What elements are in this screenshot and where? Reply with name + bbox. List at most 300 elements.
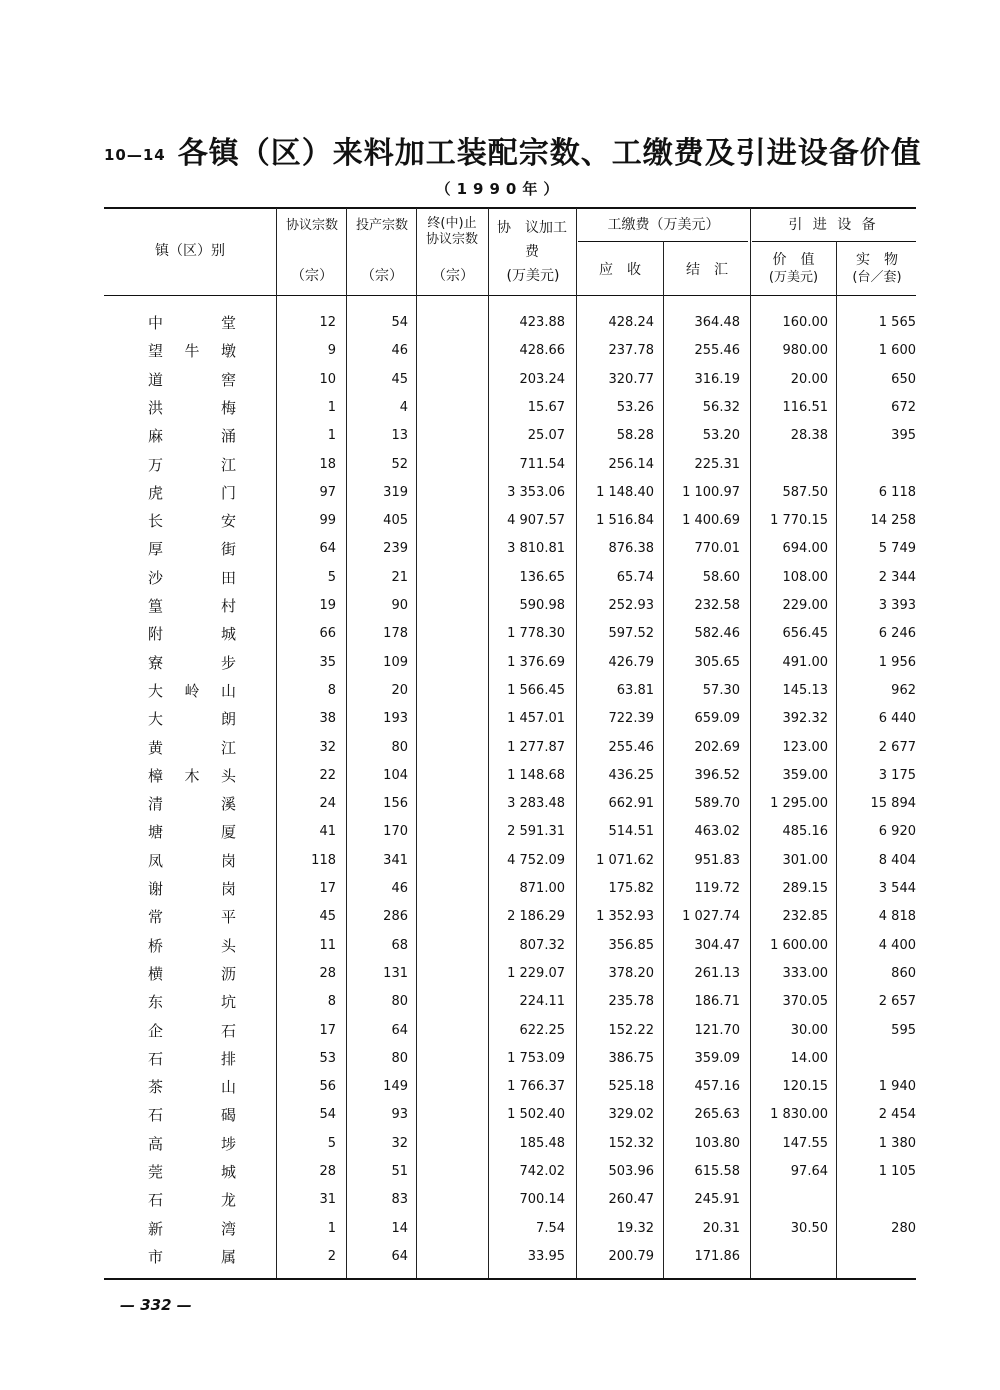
table-cell: 1 100.97	[682, 484, 740, 500]
table-cell: 320.77	[608, 371, 654, 387]
table-cell: 14	[391, 1220, 408, 1236]
table-cell: 54	[391, 315, 408, 330]
table-cell: 156	[383, 796, 408, 812]
table-cell: 962	[891, 682, 916, 698]
table-cell: 329.02	[608, 1107, 654, 1123]
header-items: 实 物	[856, 252, 898, 268]
row-town-name: 万 江	[148, 455, 236, 474]
table-cell: 186.71	[694, 994, 740, 1010]
table-cell: 3 393	[878, 598, 916, 613]
table-cell: 108.00	[782, 569, 828, 585]
table-cell: 20.31	[702, 1220, 740, 1236]
row-town-name: 寮 步	[148, 653, 236, 672]
table-cell: 225.31	[694, 456, 740, 472]
table-cell: 19.32	[616, 1220, 654, 1236]
table-cell	[416, 1021, 482, 1041]
table-cell: 6 440	[878, 711, 916, 727]
table-cell: 25.07	[527, 428, 565, 444]
table-cell: 341	[383, 852, 408, 868]
header-started-unit: （宗）	[361, 268, 403, 284]
header-value: 价 值	[772, 252, 815, 268]
table-cell: 28.38	[790, 428, 828, 444]
table-cell: 170	[383, 824, 408, 840]
table-cell: 2 591.31	[507, 824, 565, 840]
table-cell: 1 148.68	[507, 767, 565, 783]
row-town-name: 石 排	[148, 1049, 236, 1068]
table-cell: 41	[319, 824, 336, 840]
table-cell: 32	[319, 739, 336, 755]
table-cell: 11	[319, 937, 336, 953]
table-cell: 149	[383, 1079, 408, 1095]
table-cell: 1 600	[878, 343, 916, 359]
table-cell: 289.15	[782, 881, 828, 896]
row-town-name: 常 平	[148, 908, 236, 927]
table-cell: 1 770.15	[770, 513, 828, 529]
table-cell: 3 175	[878, 767, 916, 783]
table-cell	[416, 1077, 482, 1097]
table-cell: 229.00	[782, 598, 828, 613]
table-cell: 7.54	[536, 1220, 565, 1236]
table-cell: 2 454	[878, 1107, 916, 1123]
table-cell: 615.58	[694, 1164, 740, 1179]
table-cell: 590.98	[519, 598, 565, 613]
table-cell: 807.32	[519, 937, 565, 953]
table-cell	[416, 1162, 482, 1182]
table-cell: 396.52	[694, 767, 740, 783]
table-cell: 4	[399, 399, 408, 415]
table-cell: 46	[391, 343, 408, 359]
table-cell	[416, 596, 482, 616]
table-cell: 103.80	[694, 1135, 740, 1151]
table-cell: 9	[327, 343, 336, 359]
table-cell: 200.79	[608, 1248, 654, 1264]
table-cell: 97.64	[790, 1164, 828, 1179]
header-value-unit: (万美元)	[768, 270, 819, 285]
table-cell: 17	[319, 1022, 336, 1038]
table-cell	[416, 681, 482, 701]
table-cell: 20.00	[790, 371, 828, 387]
table-cell: 4 752.09	[507, 852, 565, 868]
table-cell: 119.72	[694, 881, 740, 896]
row-town-name: 高 埗	[148, 1134, 236, 1153]
table-cell: 428.66	[519, 343, 565, 359]
table-cell: 109	[383, 654, 408, 670]
table-cell: 1 352.93	[596, 909, 654, 925]
table-cell	[836, 1190, 916, 1210]
table-cell: 93	[391, 1107, 408, 1123]
table-cell	[416, 1190, 482, 1210]
table-cell: 12	[319, 315, 336, 330]
table-cell: 1 071.62	[596, 852, 654, 868]
header-terminated-unit: （宗）	[432, 268, 474, 284]
table-cell: 364.48	[694, 315, 740, 330]
table-cell: 145.13	[782, 682, 828, 698]
table-cell	[416, 1219, 482, 1239]
table-cell: 178	[383, 626, 408, 642]
table-cell: 260.47	[608, 1192, 654, 1208]
table-cell: 21	[391, 569, 408, 585]
table-cell: 1 600.00	[770, 937, 828, 953]
table-cell: 1 105	[878, 1164, 916, 1179]
table-cell: 3 353.06	[507, 484, 565, 500]
header-receivable: 应 收	[599, 262, 641, 278]
table-cell: 19	[319, 598, 336, 613]
table-cell	[416, 822, 482, 842]
header-agreed: 协议宗数	[285, 218, 338, 233]
table-cell: 4 400	[878, 937, 916, 953]
table-cell: 305.65	[694, 654, 740, 670]
table-cell: 650	[891, 371, 916, 387]
row-town-name: 厚 街	[148, 540, 236, 559]
row-town-name: 东 坑	[148, 993, 236, 1012]
row-town-name: 新 湾	[148, 1219, 236, 1238]
table-cell: 32	[391, 1135, 408, 1151]
header-labor: 工缴费（万美元）	[607, 217, 720, 233]
row-town-name: 道 窖	[148, 370, 236, 389]
row-town-name: 洪 梅	[148, 398, 236, 417]
table-cell: 53.26	[616, 399, 654, 415]
table-cell: 589.70	[694, 796, 740, 812]
header-rule	[104, 295, 916, 296]
table-cell: 2 657	[878, 994, 916, 1010]
table-cell	[416, 455, 482, 475]
row-town-name: 樟 木 头	[148, 766, 236, 785]
table-cell: 4 907.57	[507, 513, 565, 529]
row-town-name: 市 属	[148, 1247, 236, 1266]
table-cell: 8 404	[878, 852, 916, 868]
table-cell	[416, 936, 482, 956]
table-cell: 485.16	[782, 824, 828, 840]
table-cell: 147.55	[782, 1135, 828, 1151]
table-cell: 3 544	[878, 881, 916, 896]
table-cell: 10	[319, 371, 336, 387]
table-cell: 58.60	[702, 569, 740, 585]
table-cell	[416, 653, 482, 673]
table-cell: 224.11	[519, 994, 565, 1010]
header-items-unit: (台／套)	[852, 270, 902, 285]
row-town-name: 虎 门	[148, 483, 236, 502]
table-cell: 175.82	[608, 881, 654, 896]
table-cell: 694.00	[782, 541, 828, 557]
row-town-name: 沙 田	[148, 568, 236, 587]
table-cell: 356.85	[608, 937, 654, 953]
row-town-name: 谢 岗	[148, 880, 236, 898]
table-cell: 80	[391, 994, 408, 1010]
table-cell: 6 118	[878, 484, 916, 500]
row-town-name: 麻 涌	[148, 427, 236, 446]
table-cell: 503.96	[608, 1164, 654, 1179]
table-cell: 392.32	[782, 711, 828, 727]
table-cell: 304.47	[694, 937, 740, 953]
header-town: 镇（区）别	[155, 243, 225, 259]
table-cell: 14 258	[870, 513, 916, 529]
table-cell: 595	[891, 1022, 916, 1038]
row-town-name: 塘 厦	[148, 823, 236, 842]
table-cell: 700.14	[519, 1192, 565, 1208]
table-cell: 202.69	[694, 739, 740, 755]
table-cell: 239	[383, 541, 408, 557]
table-cell	[416, 426, 482, 446]
table-cell: 405	[383, 513, 408, 529]
table-cell: 83	[391, 1192, 408, 1208]
table-cell	[750, 1247, 828, 1267]
table-cell: 237.78	[608, 343, 654, 359]
table-cell	[416, 313, 482, 333]
table-cell: 370.05	[782, 994, 828, 1010]
table-cell: 1	[327, 428, 336, 444]
table-cell	[416, 766, 482, 786]
table-cell: 301.00	[782, 852, 828, 868]
table-cell: 711.54	[519, 456, 565, 472]
table-cell: 20	[391, 682, 408, 698]
table-cell: 8	[327, 994, 336, 1010]
table-cell	[836, 455, 916, 475]
table-cell: 8	[327, 682, 336, 698]
table-cell: 2 186.29	[507, 909, 565, 925]
table-cell	[416, 907, 482, 927]
table-cell: 742.02	[519, 1164, 565, 1179]
table-cell: 386.75	[608, 1050, 654, 1066]
table-cell: 65.74	[616, 569, 654, 585]
header-fee: 协 议加工费	[497, 220, 567, 260]
table-cell: 252.93	[608, 598, 654, 613]
table-cell: 118	[311, 852, 336, 868]
table-cell: 316.19	[694, 371, 740, 387]
table-cell	[416, 851, 482, 871]
row-town-name: 黄 江	[148, 738, 236, 757]
row-town-name: 横 沥	[148, 964, 236, 983]
table-cell: 90	[391, 598, 408, 613]
table-cell: 160.00	[782, 315, 828, 330]
table-cell: 24	[319, 796, 336, 812]
table-cell	[416, 709, 482, 729]
table-cell: 255.46	[694, 343, 740, 359]
table-cell: 662.91	[608, 796, 654, 812]
table-cell: 1 229.07	[507, 965, 565, 981]
row-town-name: 桥 头	[148, 936, 236, 955]
table-cell: 261.13	[694, 965, 740, 981]
table-cell: 359.00	[782, 767, 828, 783]
table-cell: 1 956	[878, 654, 916, 670]
table-cell: 378.20	[608, 965, 654, 981]
table-subtitle: （1990年）	[435, 180, 565, 198]
table-cell: 622.25	[519, 1022, 565, 1038]
row-town-name: 附 城	[148, 625, 236, 644]
table-cell: 876.38	[608, 541, 654, 557]
table-cell	[416, 1049, 482, 1069]
table-cell: 30.50	[790, 1220, 828, 1236]
table-cell: 56	[319, 1079, 336, 1095]
table-cell: 457.16	[694, 1079, 740, 1095]
table-cell: 1	[327, 1220, 336, 1236]
table-cell: 6 920	[878, 824, 916, 840]
table-cell	[416, 511, 482, 531]
header-terminated: 终(中)止协议宗数	[426, 216, 479, 247]
table-cell: 66	[319, 626, 336, 642]
table-cell	[750, 455, 828, 475]
table-cell: 582.46	[694, 626, 740, 642]
table-cell: 255.46	[608, 739, 654, 755]
table-cell: 123.00	[782, 739, 828, 755]
table-cell: 4 818	[878, 909, 916, 925]
table-cell: 136.65	[519, 569, 565, 585]
table-cell: 3 283.48	[507, 796, 565, 812]
table-cell: 235.78	[608, 994, 654, 1010]
table-cell: 672	[891, 399, 916, 415]
table-cell: 14.00	[790, 1050, 828, 1066]
table-cell: 45	[391, 371, 408, 387]
row-town-name: 石 碣	[148, 1106, 236, 1125]
table-cell	[416, 992, 482, 1012]
table-cell: 1 940	[878, 1079, 916, 1095]
table-cell: 3 810.81	[507, 541, 565, 557]
table-cell: 1 400.69	[682, 513, 740, 529]
table-cell: 1 830.00	[770, 1107, 828, 1123]
table-cell: 463.02	[694, 824, 740, 840]
header-started: 投产宗数	[355, 218, 408, 233]
table-cell: 232.58	[694, 598, 740, 613]
table-cell: 64	[391, 1022, 408, 1038]
table-cell: 1 566.45	[507, 682, 565, 698]
table-cell: 53	[319, 1050, 336, 1066]
table-cell: 1	[327, 399, 336, 415]
table-cell: 525.18	[608, 1079, 654, 1095]
table-cell: 2 677	[878, 739, 916, 755]
table-cell: 28	[319, 1164, 336, 1179]
table-number: 10—14	[104, 146, 166, 164]
table-cell: 232.85	[782, 909, 828, 925]
table-cell: 51	[391, 1164, 408, 1179]
table-cell: 871.00	[519, 881, 565, 896]
table-cell: 28	[319, 965, 336, 981]
table-cell: 1 380	[878, 1135, 916, 1151]
table-cell: 423.88	[519, 315, 565, 330]
table-cell: 491.00	[782, 654, 828, 670]
table-cell: 245.91	[694, 1192, 740, 1208]
table-cell: 116.51	[782, 399, 828, 415]
equip-subrule	[752, 241, 916, 242]
table-cell: 280	[891, 1220, 916, 1236]
table-cell	[416, 539, 482, 559]
row-town-name: 篁 村	[148, 597, 236, 615]
table-cell: 1 027.74	[682, 909, 740, 925]
table-cell: 1 502.40	[507, 1107, 565, 1123]
table-cell: 203.24	[519, 371, 565, 387]
table-cell: 1 565	[878, 315, 916, 330]
table-cell: 395	[891, 428, 916, 444]
row-town-name: 长 安	[148, 512, 236, 531]
table-cell: 656.45	[782, 626, 828, 642]
table-cell: 1 766.37	[507, 1079, 565, 1095]
row-town-name: 清 溪	[148, 795, 236, 814]
header-fee-unit: (万美元)	[506, 268, 560, 284]
table-cell: 152.22	[608, 1022, 654, 1038]
table-cell	[750, 1190, 828, 1210]
table-cell: 63.81	[616, 682, 654, 698]
table-cell	[416, 370, 482, 390]
table-title-text: 各镇（区）来料加工装配宗数、工缴费及引进设备价值	[177, 136, 922, 171]
table-cell	[416, 483, 482, 503]
table-cell: 951.83	[694, 852, 740, 868]
table-cell: 45	[319, 909, 336, 925]
row-town-name: 大 岭 山	[148, 681, 236, 700]
table-cell: 1 753.09	[507, 1050, 565, 1066]
table-cell: 319	[383, 484, 408, 500]
header-equip: 引 进 设 备	[788, 217, 879, 233]
table-cell: 514.51	[608, 824, 654, 840]
table-cell: 5	[327, 569, 336, 585]
table-cell: 56.32	[702, 399, 740, 415]
table-cell: 152.32	[608, 1135, 654, 1151]
table-cell	[416, 794, 482, 814]
table-cell	[416, 1134, 482, 1154]
table-cell: 5	[327, 1135, 336, 1151]
table-cell: 30.00	[790, 1022, 828, 1038]
table-cell: 53.20	[702, 428, 740, 444]
table-cell: 33.95	[527, 1248, 565, 1264]
table-cell: 120.15	[782, 1079, 828, 1095]
table-cell: 38	[319, 711, 336, 727]
table-cell: 80	[391, 1050, 408, 1066]
row-town-name: 石 龙	[148, 1191, 236, 1210]
table-cell: 54	[319, 1107, 336, 1123]
table-cell	[416, 964, 482, 984]
table-cell: 597.52	[608, 626, 654, 642]
table-cell: 980.00	[782, 343, 828, 359]
table-cell: 185.48	[519, 1135, 565, 1151]
table-cell: 2	[327, 1248, 336, 1264]
table-cell: 1 277.87	[507, 739, 565, 755]
table-cell	[416, 1105, 482, 1125]
table-cell: 68	[391, 937, 408, 953]
table-cell: 58.28	[616, 428, 654, 444]
row-town-name: 企 石	[148, 1021, 236, 1040]
table-cell: 57.30	[702, 682, 740, 698]
table-cell: 13	[391, 428, 408, 444]
table-cell: 18	[319, 456, 336, 472]
table-cell: 265.63	[694, 1107, 740, 1123]
table-cell: 15 894	[870, 796, 916, 812]
table-cell: 1 457.01	[507, 711, 565, 727]
page-number: — 332 —	[120, 1296, 192, 1314]
table-cell: 52	[391, 456, 408, 472]
table-cell	[416, 1247, 482, 1267]
table-cell: 5 749	[878, 541, 916, 557]
table-cell: 6 246	[878, 626, 916, 642]
table-cell: 35	[319, 654, 336, 670]
bottom-rule	[104, 1278, 916, 1280]
row-town-name: 中 堂	[148, 314, 236, 332]
table-cell: 171.86	[694, 1248, 740, 1264]
table-cell: 104	[383, 767, 408, 783]
table-cell	[416, 879, 482, 899]
table-cell: 22	[319, 767, 336, 783]
header-settled: 结 汇	[686, 262, 728, 278]
row-town-name: 莞 城	[148, 1163, 236, 1181]
table-cell	[836, 1049, 916, 1069]
table-cell	[836, 1247, 916, 1267]
table-cell: 1 376.69	[507, 654, 565, 670]
table-cell: 17	[319, 881, 336, 896]
table-cell: 1 516.84	[596, 513, 654, 529]
table-cell: 15.67	[527, 399, 565, 415]
table-cell: 256.14	[608, 456, 654, 472]
table-cell: 80	[391, 739, 408, 755]
table-cell: 121.70	[694, 1022, 740, 1038]
top-rule	[104, 207, 916, 209]
table-cell: 286	[383, 909, 408, 925]
table-cell: 99	[319, 513, 336, 529]
